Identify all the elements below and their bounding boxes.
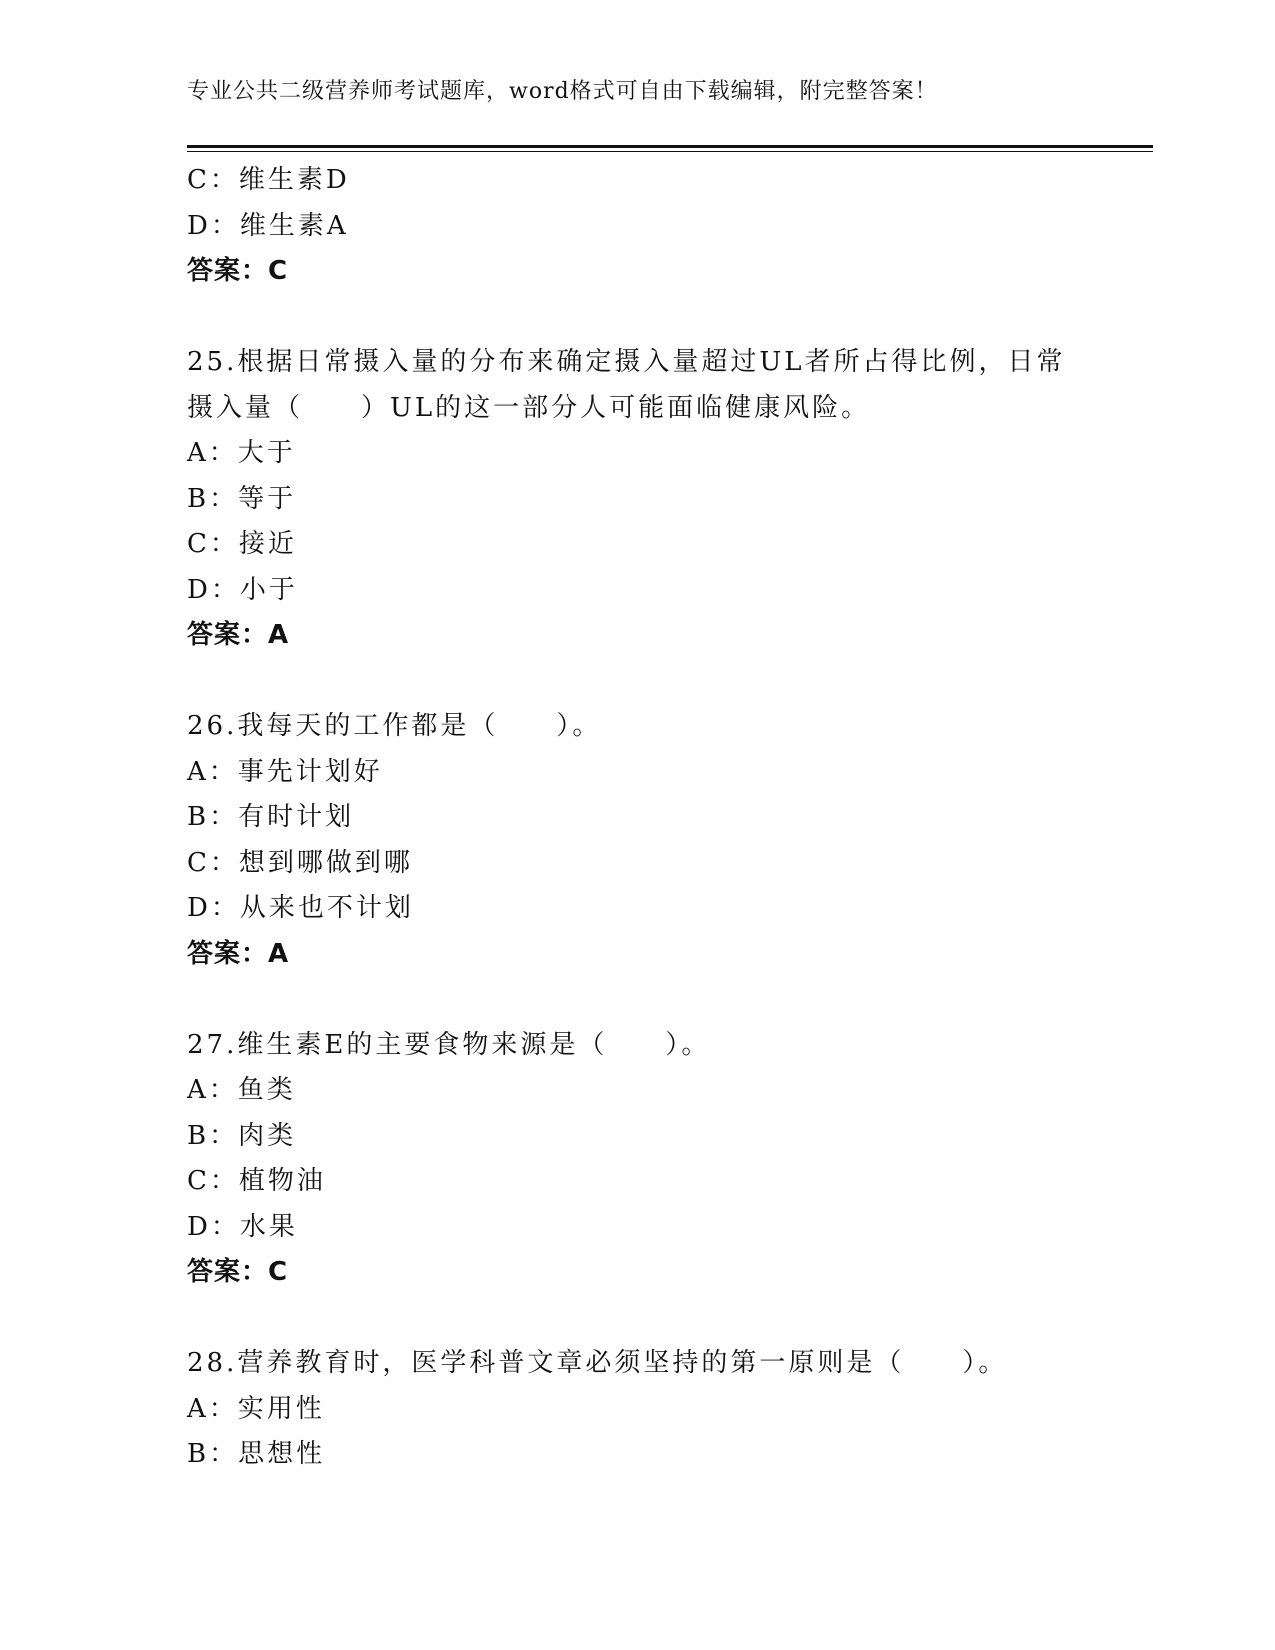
question-stem-line: 26.我每天的工作都是（ ）。: [187, 711, 602, 741]
answer-line: 答案：A: [187, 938, 290, 969]
option-d: D：从来也不计划: [187, 893, 414, 923]
answer-line: 答案：C: [187, 1257, 289, 1287]
answer-line: 答案：C: [187, 256, 289, 286]
question-stem-line: 27.维生素E的主要食物来源是（ ）。: [187, 1029, 711, 1060]
option-c: C：接近: [187, 529, 297, 559]
question-28: [187, 1341, 1117, 1478]
question-stem-line: 25.根据日常摄入量的分布来确定摄入量超过UL者所占得比例，日常: [187, 347, 1066, 377]
question-stem-line: 28.营养教育时，医学科普文章必须坚持的第一原则是（ ）。: [187, 1348, 1008, 1378]
header-rule-thin: [187, 151, 1153, 152]
option-c: C：想到哪做到哪: [187, 847, 413, 878]
option-c: C：植物油: [187, 1166, 326, 1196]
option-a: A：事先计划好: [187, 756, 383, 787]
question-24-tail: [187, 158, 1117, 295]
option-b: B：有时计划: [187, 802, 355, 832]
option-c: C：维生素D: [187, 165, 350, 195]
option-a: A：大于: [187, 438, 296, 468]
option-d: D：维生素A: [187, 210, 349, 241]
option-b: B：肉类: [187, 1120, 297, 1151]
question-27: [187, 1023, 1117, 1296]
question-26: [187, 704, 1117, 977]
option-a: A：鱼类: [187, 1075, 296, 1105]
document-body: [187, 158, 1117, 1478]
question-25: [187, 340, 1117, 659]
option-d: D：水果: [187, 1211, 298, 1242]
option-b: B：等于: [187, 483, 297, 514]
option-a: A：实用性: [187, 1393, 325, 1424]
option-b: B：思想性: [187, 1439, 326, 1469]
answer-line: 答案：A: [187, 620, 290, 650]
option-d: D：小于: [187, 574, 298, 605]
page-header: 专业公共二级营养师考试题库，word格式可自由下载编辑，附完整答案！: [187, 79, 938, 104]
header-rule-thick: [187, 145, 1153, 148]
question-stem-line: 摄入量（ ）UL的这一部分人可能面临健康风险。: [187, 392, 871, 423]
